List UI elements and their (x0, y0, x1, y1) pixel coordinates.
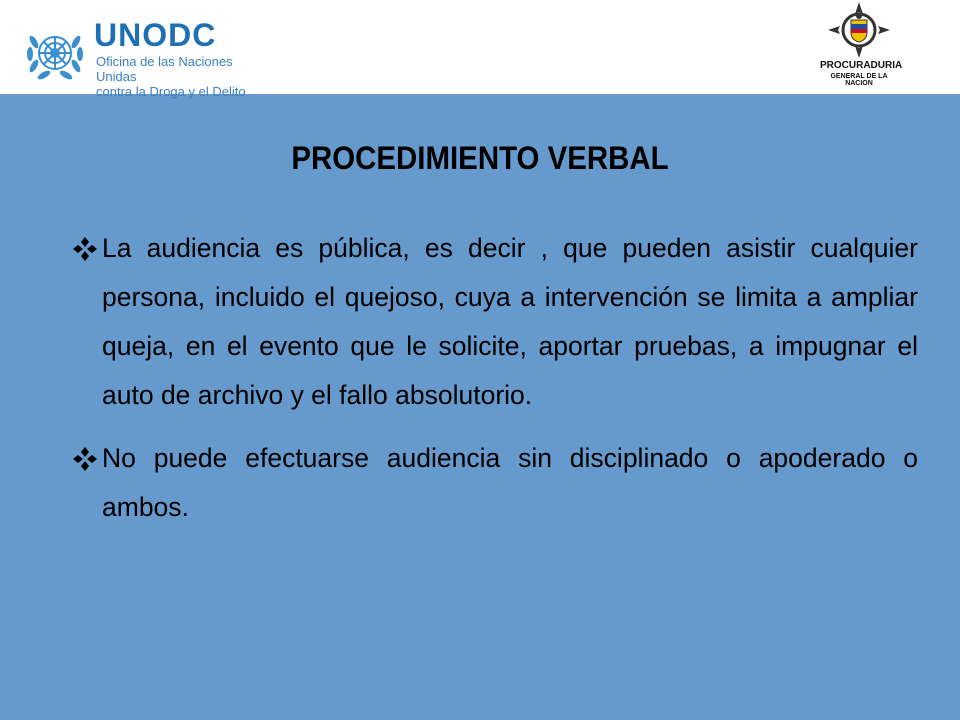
procuraduria-name: PROCURADURIA (820, 60, 903, 71)
unodc-logo (24, 14, 274, 99)
unodc-subtitle (96, 54, 274, 99)
unodc-subtitle-line2: contra la Droga y el Delito (96, 84, 246, 99)
procuraduria-emblem-icon (820, 0, 898, 60)
bullet-item (72, 434, 918, 532)
bullet-item (72, 224, 918, 420)
unodc-name: UNODC (94, 17, 217, 53)
slide-title: PROCEDIMIENTO VERBAL (291, 140, 669, 176)
procuraduria-logo (820, 0, 903, 92)
four-diamond-bullet-icon (72, 236, 98, 262)
procuraduria-subtitle: GENERAL DE LA NACION (830, 73, 888, 87)
bullet-text: La audiencia es pública, es decir , que pueden asistir cualquier persona, incluido el quejoso, cuya a intervención se limita a ampliar queja, en el evento que le solicite, aportar pruebas, a impugnar el auto de archivo y el fallo absolutorio. (102, 233, 918, 410)
unodc-subtitle-line1: Oficina de las Naciones Unidas (96, 54, 233, 84)
four-diamond-bullet-icon (72, 446, 98, 472)
un-emblem-icon (24, 22, 86, 84)
bullet-text: No puede efectuarse audiencia sin disciplinado o apoderado o ambos. (102, 443, 918, 522)
header-bar (0, 0, 960, 99)
bullet-list (72, 224, 918, 546)
